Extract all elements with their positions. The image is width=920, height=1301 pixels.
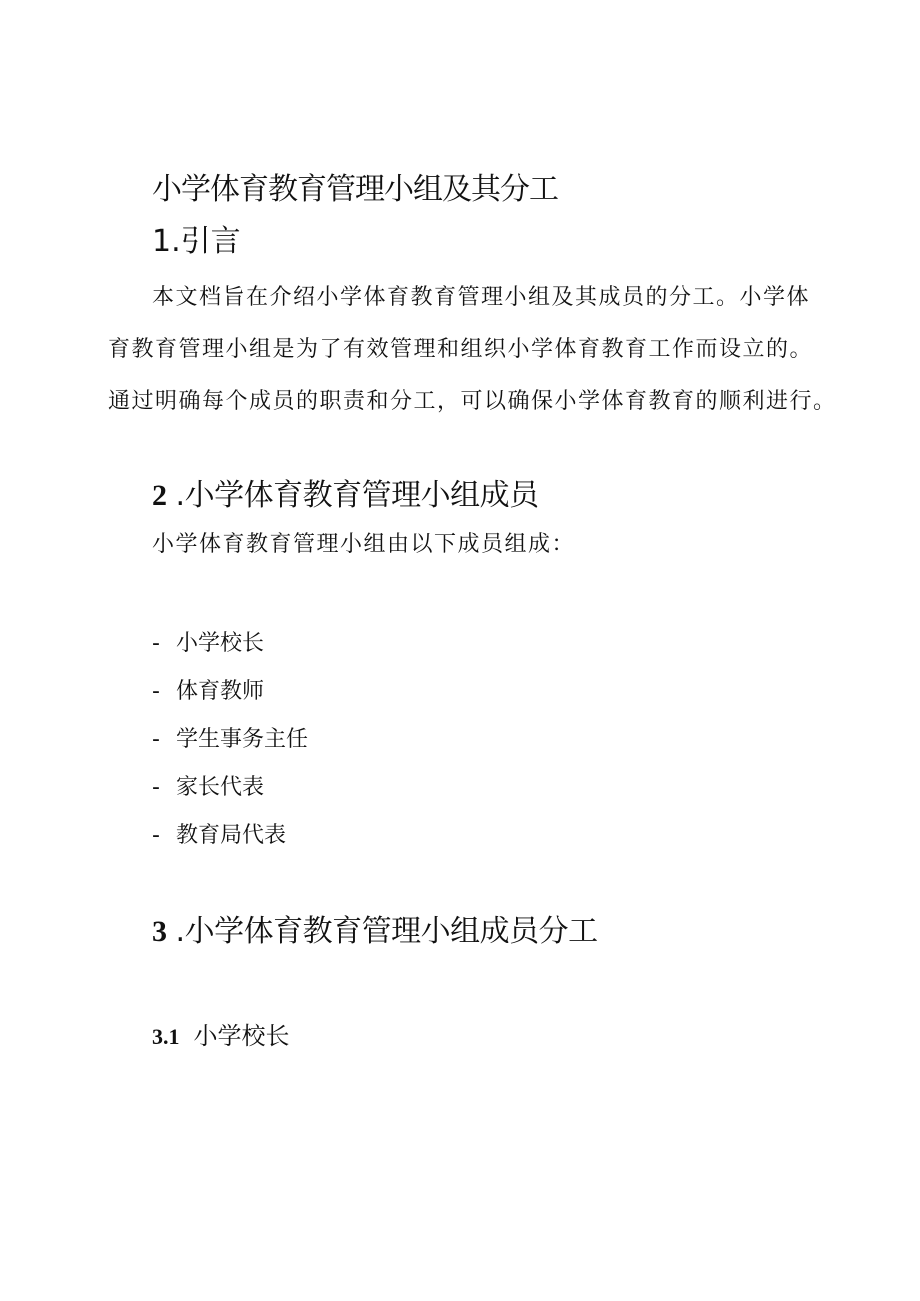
document-title: 小学体育教育管理小组及其分工 xyxy=(152,172,558,207)
list-item xyxy=(152,769,308,817)
list-bullet: - xyxy=(152,679,160,704)
paragraph-line: 育教育管理小组是为了有效管理和组织小学体育教育工作而设立的。 xyxy=(108,337,814,362)
list-item xyxy=(152,817,308,865)
section-1-heading: 1.引言 xyxy=(152,224,241,259)
member-list xyxy=(152,625,308,865)
member-label: 学生事务主任 xyxy=(176,727,309,752)
subsection-3-1-number: 3.1 xyxy=(152,1024,180,1049)
section-2-heading xyxy=(152,474,539,518)
section-3-heading xyxy=(152,910,598,954)
member-label: 体育教师 xyxy=(176,679,265,704)
list-bullet: - xyxy=(152,823,160,848)
member-label: 小学校长 xyxy=(176,631,265,656)
list-item xyxy=(152,721,308,769)
subsection-3-1-title: 小学校长 xyxy=(193,1022,290,1050)
paragraph-line: 本文档旨在介绍小学体育教育管理小组及其成员的分工。小学体 xyxy=(152,285,811,310)
subsection-3-1-heading xyxy=(152,1018,290,1055)
section-2-number: 2 xyxy=(152,479,167,512)
list-bullet: - xyxy=(152,775,160,800)
list-item xyxy=(152,673,308,721)
list-bullet: - xyxy=(152,727,160,752)
paragraph-line: 通过明确每个成员的职责和分工，可以确保小学体育教育的顺利进行。 xyxy=(108,389,837,414)
member-label: 家长代表 xyxy=(176,775,265,800)
member-label: 教育局代表 xyxy=(176,823,287,848)
list-bullet: - xyxy=(152,631,160,656)
section-2-title: .小学体育教育管理小组成员 xyxy=(175,478,539,513)
section-3-number: 3 xyxy=(152,915,167,948)
section-2-intro: 小学体育教育管理小组由以下成员组成： xyxy=(152,532,576,557)
section-1-paragraph xyxy=(108,272,837,428)
list-item xyxy=(152,625,308,673)
section-3-title: .小学体育教育管理小组成员分工 xyxy=(175,914,598,949)
